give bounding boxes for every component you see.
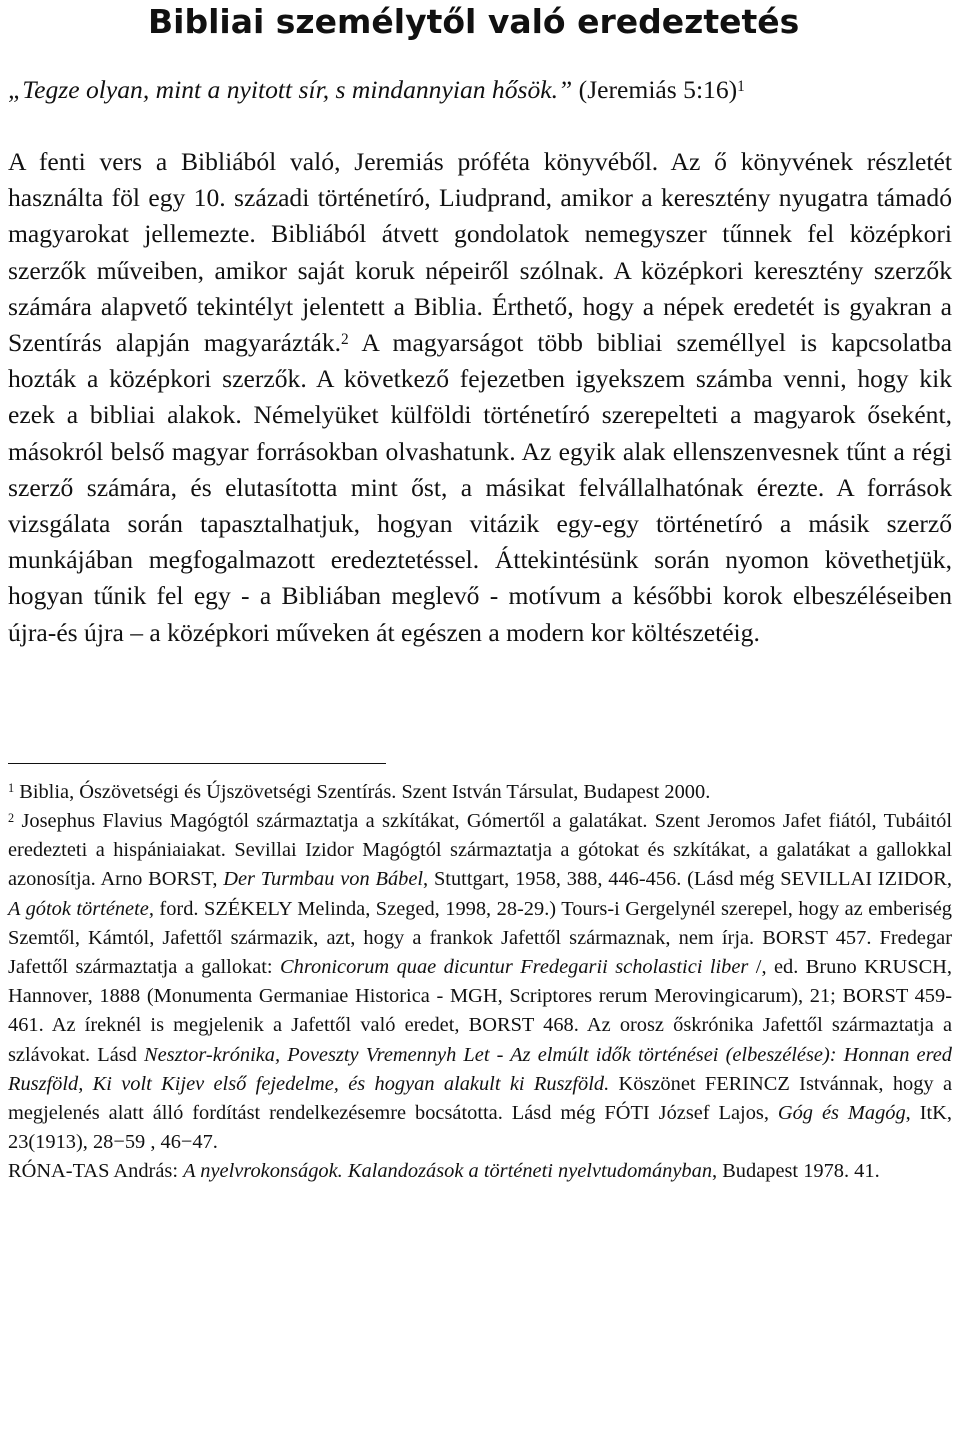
footnotes [8,778,952,1187]
motto [8,72,952,108]
footnote-1 [8,778,952,807]
footnote-2-title-a: Der Turmbau von Bábel [223,868,424,891]
footnote-3-text-b: , Budapest 1978. 41. [712,1160,880,1183]
footnote-2 [8,807,952,1157]
paragraph-part-1: A fenti vers a Bibliából való, Jeremiás próféta könyvéből. Az ő könyvének részletét használta föl egy 10. századi történetíró, Liudprand, amikor a keresztény nyugatra támadó magyarokat jellemezte. Bibliából átvett gondolatok nemegyszer tűnnek fel középkori szerzők műveiben, amikor saját koruk népeiről szólnak. A középkori keresztény szerzők számára alapvető tekintélyt jelentett a Biblia. Érthető, hogy a népek eredetét is gyakran a Szentírás alapján magyarázták. [8,147,952,358]
motto-quote: „Tegze olyan, mint a nyitott sír, s mindannyian hősök.” [8,75,573,104]
document-page [8,0,952,1187]
footnote-3 [8,1157,952,1186]
footnote-separator [8,763,386,764]
footnote-1-text: Biblia, Ószövetségi és Újszövetségi Szentírás. Szent István Társulat, Budapest 2000. [14,780,711,803]
footnote-2-text-c: ford. SZÉKELY Melinda, Szeged, 1998, 28-29.) Tours-i Gergelynél szerepel, hogy az emberiség Szemtől, Kámtól, Jafettől származik, azt, hogy a frankok Jafettől származnak, nem írja. BORST 457. Fredegar Jafettől származtatja a gallokat: [8,897,953,979]
paragraph-part-2: A magyarságot több bibliai személlyel is kapcsolatba hozták a középkori szerzők. A következő fejezetben igyekszem számba venni, hogy kik ezek a bibliai alakok. Némelyüket külföldi történetíró szerepelteti a magyarok őseként, másokról belső magyar forrásokban olvashatunk. Az egyik alak ellenszenvesnek tűnt a régi szerző számára, és elutasította mint őst, a másikat felvállalhatónak érezte. A források vizsgálata során tapasztalhatjuk, hogyan vitázik egy-egy történetíró a másik szerző munkájában megfogalmazott eredeztetéssel. Áttekintésünk során nyomon követhetjük, hogyan tűnik fel egy - a Bibliában meglevő - motívum a későbbi korok elbeszéléseiben újra-és újra – a középkori műveken át egészen a modern kor költészetéig. [8,328,952,647]
footnote-2-number: 2 [8,810,15,825]
footnote-3-title: A nyelvrokonságok. Kalandozások a történeti nyelvtudományban [183,1160,713,1183]
footnote-2-title-d: Nesztor-krónika, Poveszty Vremennyh Let - Az elmúlt idők történései (elbeszélése): Honnan ered Ruszföld, Ki volt Kijev első fejedelme, és hogyan alakult ki Ruszföld. [8,1043,952,1095]
footnote-2-text-f: , ItK, 23(1913), 28−59 , 46−47. [8,1102,952,1154]
footnote-2-text-e: Köszönet FERINCZ Istvánnak, hogy a megjelenés alatt álló fordítást rendelkezésemre bocsátotta. Lásd még FÓTI József Lajos, [8,1072,952,1125]
footnote-ref-2[interactable]: 2 [341,331,349,349]
footnote-2-title-e: Góg és Magóg [777,1102,906,1125]
main-paragraph [8,144,952,651]
footnote-2-title-b: A gótok története, [8,897,154,920]
motto-reference: (Jeremiás 5:16) [572,75,738,104]
footnote-2-text-a: Josephus Flavius Magógtól származtatja a szkítákat, Gómertől a galatákat. Szent Jeromos Jafet fiától, Tubáitól eredezteti a hispániaiakat. Sevillai Izidor Magógtól származtatja a gótokat és szkítákat, a galatákat a gallokkal azonosítja. Arno BORST, [8,810,952,891]
footnote-2-text-b: , Stuttgart, 1958, 388, 446-456. (Lásd még SEVILLAI IZIDOR, [423,868,952,891]
page-title: Bibliai személytől való eredeztetés [148,2,800,41]
footnote-1-number: 1 [8,781,15,796]
footnote-3-text-a: RÓNA-TAS András: [8,1160,184,1183]
footnote-ref-1[interactable]: 1 [737,78,745,96]
footnote-2-text-d: /, ed. Bruno KRUSCH, Hannover, 1888 (Monumenta Germaniae Historica - MGH, Scriptores rerum Merovingicarum), 21; BORST 459-461. Az íreknél is megjelenik a Jafettől való eredet, BORST 468. Az orosz őskrónika Jafettől származtatja a szlávokat. Lásd [8,956,952,1066]
footnote-2-title-c: Chronicorum quae dicuntur Fredegarii scholastici liber [280,956,749,979]
